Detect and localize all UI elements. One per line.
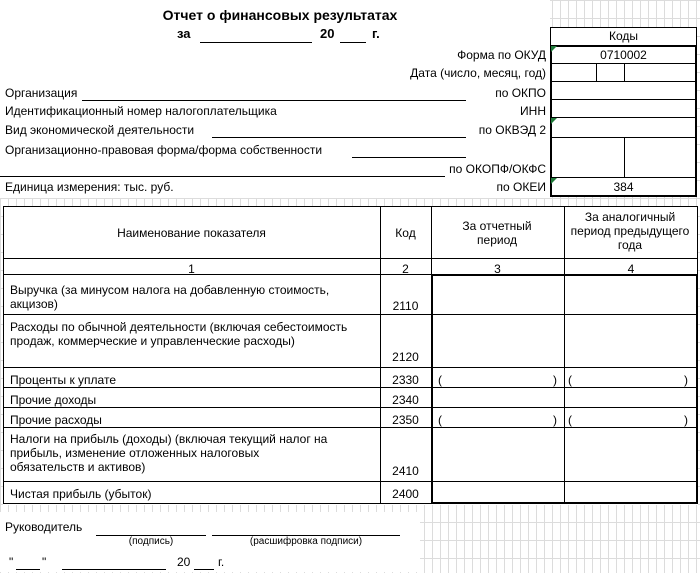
table-line	[3, 206, 698, 207]
period-year-underline[interactable]	[340, 42, 366, 43]
paren-open: (	[568, 413, 572, 427]
paren-open: (	[438, 373, 442, 387]
table-line	[3, 206, 4, 504]
values-frame	[431, 274, 698, 504]
period-year-suffix: г.	[372, 26, 380, 41]
okopf-label: по ОКОПФ/ОКФС	[449, 162, 546, 176]
date-label: Дата (число, месяц, год)	[410, 66, 546, 80]
col-number-3: 3	[494, 262, 501, 276]
date-month-field[interactable]	[597, 64, 623, 81]
activity-label: Вид экономической деятельности	[5, 123, 195, 137]
head-label: Руководитель	[5, 520, 83, 534]
col-number-1: 1	[188, 262, 195, 276]
paren-open: (	[568, 373, 572, 387]
period-underline[interactable]	[200, 42, 312, 43]
header-name: Наименование показателя	[117, 226, 266, 240]
okei-label: по ОКЕИ	[496, 180, 546, 194]
row-code-2120: 2120	[392, 350, 419, 364]
legal-form-underline[interactable]	[352, 157, 466, 158]
row-code-2110: 2110	[392, 299, 419, 313]
row-code-2410: 2410	[392, 464, 419, 478]
org-label: Организация	[5, 86, 78, 100]
col-number-2: 2	[402, 262, 409, 276]
row-name-2400: Чистая прибыль (убыток)	[10, 487, 152, 501]
date-year-field[interactable]	[625, 64, 696, 81]
inn-label: ИНН	[520, 104, 546, 118]
date-quote-open: "	[9, 555, 14, 569]
period-za-label: за	[177, 26, 191, 41]
unit-label: Единица измерения: тыс. руб.	[5, 180, 174, 194]
legal-form-label: Организационно-правовая форма/форма собственности	[5, 143, 323, 157]
col-number-4: 4	[627, 262, 635, 276]
okpo-field[interactable]	[551, 82, 696, 99]
row-code-2340: 2340	[392, 393, 419, 407]
comment-marker-icon	[551, 178, 557, 184]
okfs-field[interactable]	[625, 138, 696, 177]
date-day-line[interactable]	[16, 569, 40, 570]
paren-close: )	[684, 373, 688, 387]
row-name-2120: Расходы по обычной деятельности (включая себестоимость продаж, коммерческие и управленческие расходы)	[10, 320, 348, 348]
okei-field[interactable]	[551, 178, 696, 196]
header-code: Код	[395, 226, 416, 240]
row-code-2400: 2400	[392, 487, 419, 501]
okud-value: 0710002	[600, 48, 647, 62]
paren-close: )	[553, 413, 557, 427]
table-line	[380, 206, 381, 504]
inn-field[interactable]	[551, 100, 696, 117]
date-day-field[interactable]	[551, 64, 595, 81]
header-current: За отчетный период	[462, 219, 532, 247]
header-previous: За аналогичный период предыдущего года	[570, 210, 690, 252]
org-underline[interactable]	[82, 100, 466, 101]
row-code-2330: 2330	[392, 373, 419, 387]
row-name-2330: Проценты к уплате	[10, 373, 116, 387]
row-name-2410: Налоги на прибыль (доходы) (включая текущий налог на прибыль, изменение отложенных налоговых обязательств и активов)	[10, 432, 328, 474]
table-line	[3, 258, 698, 259]
okud-label: Форма по ОКУД	[457, 48, 546, 62]
paren-open: (	[438, 413, 442, 427]
okud-field[interactable]	[551, 46, 696, 63]
date-quote-close: "	[42, 555, 47, 569]
paren-close: )	[684, 413, 688, 427]
comment-marker-icon	[551, 118, 557, 124]
date-month-line[interactable]	[62, 569, 166, 570]
comment-marker-icon	[551, 46, 557, 52]
date-year-line[interactable]	[194, 569, 214, 570]
legal-form-underline-2[interactable]	[0, 176, 445, 177]
date-year-suffix: г.	[218, 555, 225, 569]
okei-value: 384	[613, 180, 634, 194]
row-name-2350: Прочие расходы	[10, 413, 102, 427]
okved-label: по ОКВЭД 2	[478, 123, 546, 137]
okopf-field[interactable]	[551, 138, 624, 177]
activity-underline[interactable]	[212, 137, 466, 138]
paren-close: )	[553, 373, 557, 387]
codes-header: Коды	[608, 29, 639, 43]
okved-field[interactable]	[551, 118, 696, 137]
decode-caption: (расшифровка подписи)	[249, 536, 363, 547]
row-name-2110: Выручка (за минусом налога на добавленную стоимость, акцизов)	[10, 283, 330, 311]
period-year-prefix: 20	[320, 26, 335, 41]
page-title: Отчет о финансовых результатах	[162, 7, 398, 23]
inn-full-label: Идентификационный номер налогоплательщика	[5, 104, 277, 118]
okpo-label: по ОКПО	[495, 86, 546, 100]
row-code-2350: 2350	[392, 413, 419, 427]
date-year-prefix: 20	[177, 555, 191, 569]
row-name-2340: Прочие доходы	[10, 393, 97, 407]
signature-caption: (подпись)	[128, 536, 174, 547]
